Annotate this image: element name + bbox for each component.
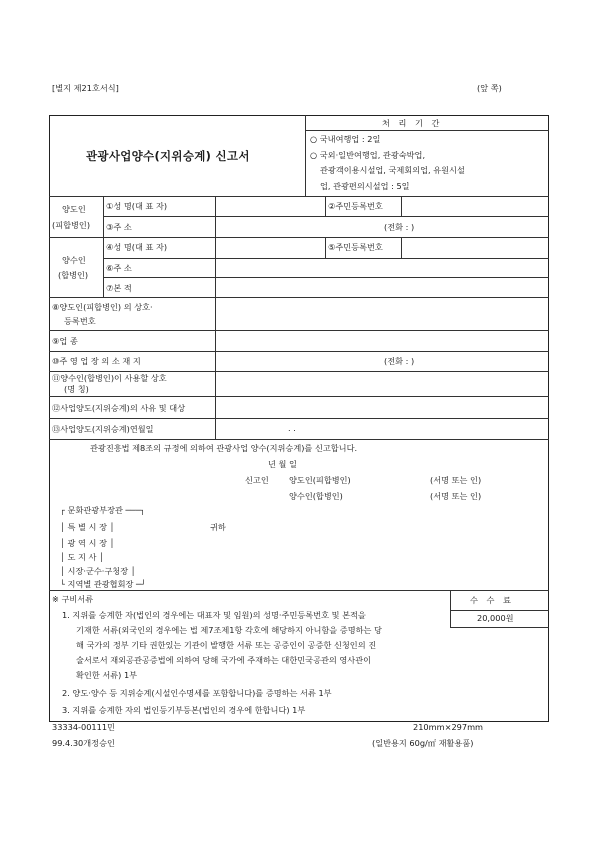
business-location-field[interactable]	[216, 352, 376, 370]
transferor-sign-hint[interactable]: (서명 또는 인)	[430, 475, 482, 485]
fee-value: 20,000원	[477, 613, 514, 623]
transferor-address-field[interactable]	[216, 217, 376, 236]
trade-name-field[interactable]	[216, 298, 548, 329]
addressee-metro-city: │ 광 역 시 장 │	[60, 538, 115, 548]
processing-overseas: ○ 국외·일반여행업, 관광숙박업,	[310, 150, 426, 160]
transferor-address-label: ③주 소	[106, 222, 132, 232]
transferee-name-field[interactable]	[216, 238, 324, 257]
page-side-label: (앞 쪽)	[477, 83, 502, 93]
transfer-date-field[interactable]	[216, 419, 548, 438]
addressee-ministry: ┌ 문화관광부장관 ───┐	[60, 505, 146, 515]
form-number: [별지 제21호서식]	[52, 83, 119, 93]
transferee-label: 양수인	[62, 255, 86, 265]
transfer-reason-label: ⑫사업양도(지위승계)의 사유 및 대상	[52, 403, 186, 413]
trade-name-label: ⑧양도인(피합병인) 의 상호·	[52, 302, 153, 312]
document-item-3: 3. 지위를 승계한 자의 법인등기부등본(법인의 경우에 한합니다) 1부	[62, 705, 306, 715]
transferor-signature-label: 양도인(피합병인)	[289, 475, 351, 485]
transferor-name-field[interactable]	[216, 197, 324, 215]
processing-heading-line	[305, 130, 549, 131]
transferor-label: 양도인	[62, 204, 86, 214]
declaration-date: 년 월 일	[268, 459, 297, 469]
transfer-date-label: ⑬사업양도(지위승계)연월일	[52, 424, 154, 434]
transferee-signature-label: 양수인(합병인)	[289, 491, 343, 501]
transfer-date-dots: . .	[288, 423, 296, 433]
documents-top-line	[49, 590, 549, 591]
required-documents-heading: ※ 구비서류	[52, 594, 94, 604]
addressee-special-city: │ 특 별 시 장 │	[60, 522, 115, 532]
transferor-phone: (전화 : )	[384, 222, 415, 232]
new-trade-name-field[interactable]	[216, 372, 548, 395]
paper-size: 210mm×297mm	[413, 722, 484, 732]
fee-label: 수 수 료	[470, 595, 514, 605]
transferee-name-label: ④성 명(대 표 자)	[106, 242, 168, 252]
addressee-district: │ 시장·군수·구청장 │	[60, 566, 136, 576]
document-item-1: 1. 지위를 승계한 자(법인의 경우에는 대표자 및 임원)의 성명·주민등록번호 및 본적을	[62, 610, 366, 620]
approval-date: 99.4.30개정승인	[52, 738, 115, 748]
honorific: 귀하	[210, 522, 226, 532]
addressee-province: │ 도 지 사 │	[60, 552, 104, 562]
document-item-2: 2. 양도·양수 등 지위승계(시설인수명세를 포함합니다)를 증명하는 서류 1부	[62, 688, 332, 698]
transferee-address-field[interactable]	[216, 259, 548, 276]
transferee-sign-hint[interactable]: (서명 또는 인)	[430, 491, 482, 501]
form-code: 33334-00111민	[52, 722, 115, 732]
new-trade-name-label: ⑪양수인(합병인)이 사용할 상호	[52, 373, 167, 383]
transferor-name-label: ①성 명(대 표 자)	[106, 201, 168, 211]
title-divider	[305, 115, 306, 196]
business-type-field[interactable]	[216, 331, 548, 350]
business-phone: (전화 : )	[384, 356, 415, 366]
transferor-rrn-field[interactable]	[402, 197, 548, 215]
transferee-domicile-field[interactable]	[216, 278, 548, 296]
paper-type: (일반용지 60g/㎡ 재활용품)	[372, 738, 474, 748]
transfer-reason-field[interactable]	[216, 397, 548, 417]
reporter-label: 신고인	[245, 475, 269, 485]
addressee-association: └ 지역별 관광협회장 ─┘	[60, 579, 146, 589]
party-label-divider	[103, 196, 104, 297]
form-title: 관광사업양수(지위승계) 신고서	[86, 149, 250, 163]
business-location-label: ⑩주 영 업 장 의 소 재 지	[52, 356, 141, 366]
processing-domestic: ○ 국내여행업 : 2일	[310, 134, 381, 144]
business-type-label: ⑨업 종	[52, 336, 78, 346]
declaration-statement: 관광진흥법 제8조의 규정에 의하여 관광사업 양수(지위승계)를 신고합니다.	[90, 443, 358, 453]
transferee-domicile-label: ⑦본 적	[106, 283, 132, 293]
transferor-rrn-label: ②주민등록번호	[328, 201, 383, 211]
transferee-rrn-field[interactable]	[402, 238, 548, 257]
processing-period-heading: 처 리 기 간	[382, 118, 443, 128]
transferee-rrn-label: ⑤주민등록번호	[328, 242, 383, 252]
transferee-address-label: ⑥주 소	[106, 263, 132, 273]
